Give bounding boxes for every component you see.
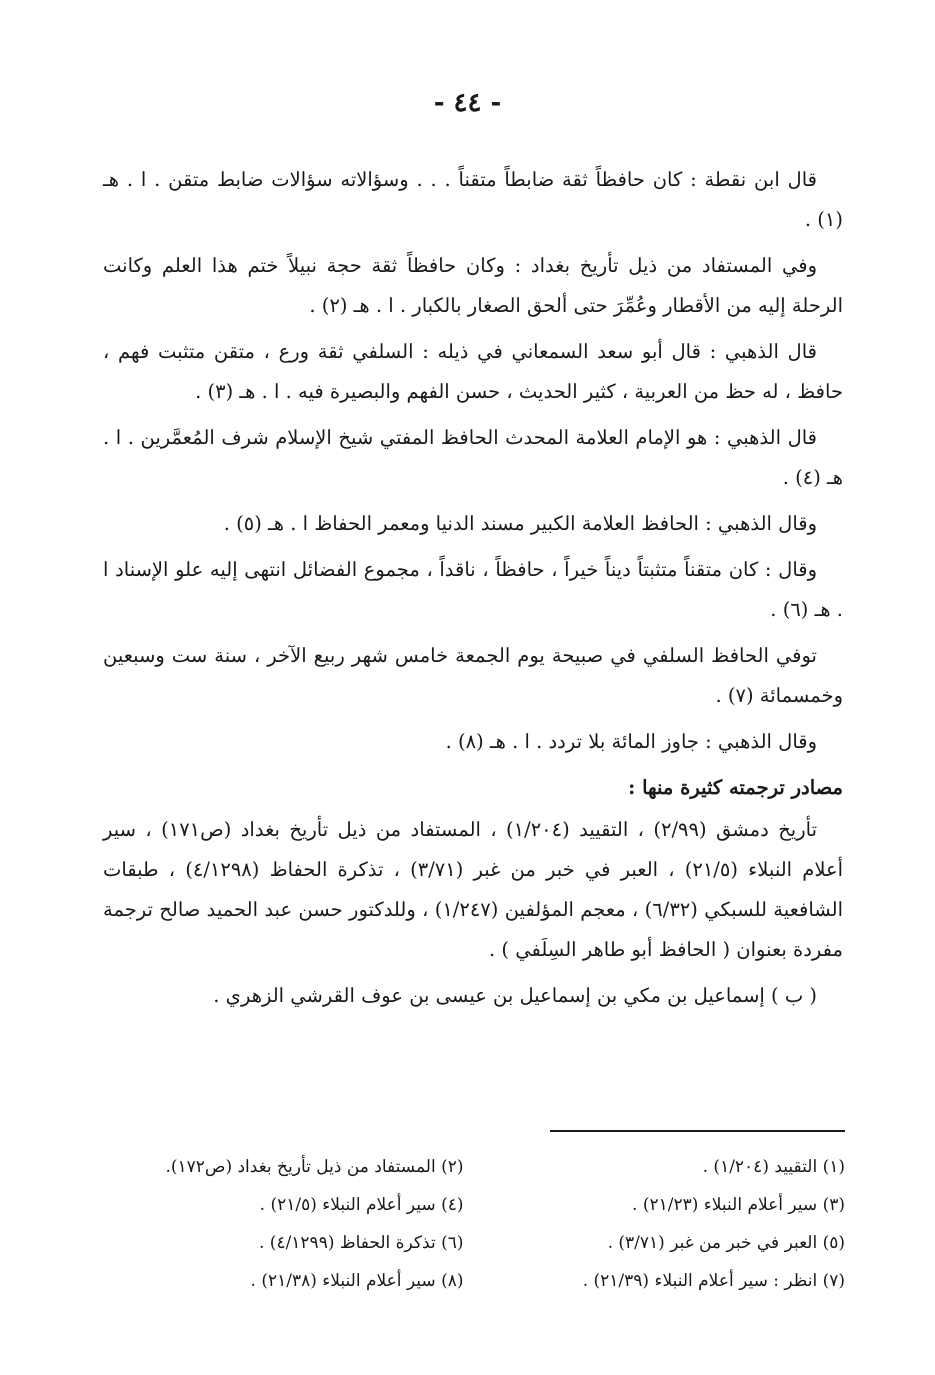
paragraph-age: وقال الذهبي : جاوز المائة بلا تردد . ا . هـ (٨) . xyxy=(445,730,817,753)
page-number: - ٤٤ - xyxy=(433,88,502,118)
footnote-6: (٦) تذكرة الحفاظ (٤/١٢٩٩) . xyxy=(258,1233,464,1253)
footnote-5: (٥) العبر في خبر من غبر (٣/٧١) . xyxy=(607,1233,845,1253)
paragraph-samani: قال الذهبي : قال أبو سعد السمعاني في ذيله : السلفي ثقة ورع ، متقن متثبت فهم ، حافظ ، له حظ من العربية ، كثير الحديث ، حسن الفهم والبصيرة فيه . ا . هـ (٣) . xyxy=(103,340,843,403)
footnote-3: (٣) سير أعلام النبلاء (٢١/٢٣) . xyxy=(632,1195,845,1215)
footnote-2: (٢) المستفاد من ذيل تأريخ بغداد (ص١٧٢). xyxy=(165,1157,464,1177)
sources-heading: مصادر ترجمته كثيرة منها : xyxy=(628,776,843,799)
paragraph-dhahabi-imam: قال الذهبي : هو الإمام العلامة المحدث الحافظ المفتي شيخ الإسلام شرف المُعمَّرين . ا . هـ (٤) . xyxy=(103,426,843,489)
main-text xyxy=(103,160,843,1022)
footnote-divider xyxy=(550,1130,845,1132)
footnote-1: (١) التقييد (١/٢٠٤) . xyxy=(702,1157,845,1177)
footnote-8: (٨) سير أعلام النبلاء (٢١/٣٨) . xyxy=(250,1271,464,1291)
paragraph-death: توفي الحافظ السلفي في صبيحة يوم الجمعة خامس شهر ربيع الآخر ، سنة ست وسبعين وخمسمائة (٧) . xyxy=(103,644,843,707)
paragraph-dhahabi-hafiz: وقال الذهبي : الحافظ العلامة الكبير مسند الدنيا ومعمر الحفاظ ا . هـ (٥) . xyxy=(223,512,817,535)
footnote-7: (٧) انظر : سير أعلام النبلاء (٢١/٣٩) . xyxy=(582,1271,845,1291)
entry-b: ( ب ) إسماعيل بن مكي بن إسماعيل بن عيسى بن عوف القرشي الزهري . xyxy=(213,984,817,1007)
sources-list: تأريخ دمشق (٢/٩٩) ، التقييد (١/٢٠٤) ، المستفاد من ذيل تأريخ بغداد (ص١٧١) ، سير أعلام النبلاء (٢١/٥) ، العبر في خبر من غبر (٣/٧١) ، تذكرة الحفاظ (٤/١٢٩٨) ، طبقات الشافعية للسبكي (٦/٣٢) ، معجم المؤلفين (١/٢٤٧) ، وللدكتور حسن عبد الحميد صالح ترجمة مفردة بعنوان ( الحافظ أبو طاهر السِلَفي ) . xyxy=(103,818,844,961)
footnotes xyxy=(100,1148,845,1300)
paragraph-mustafad: وفي المستفاد من ذيل تأريخ بغداد : وكان حافظاً ثقة حجة نبيلاً ختم هذا العلم وكانت الرحلة إليه من الأقطار وعُمِّرَ حتى ألحق الصغار بالكبار . ا . هـ (٢) . xyxy=(103,254,843,317)
paragraph-ibn-nuqta: قال ابن نقطة : كان حافظاً ثقة ضابطاً متقناً . . . وسؤالاته سؤالات ضابط متقن . ا . هـ (١) . xyxy=(103,168,843,231)
footnote-4: (٤) سير أعلام النبلاء (٢١/٥) . xyxy=(259,1195,464,1215)
paragraph-mutqin: وقال : كان متقناً متثبتاً ديناً خيراً ، حافظاً ، ناقداً ، مجموع الفضائل انتهى إليه علو الإسناد ا . هـ (٦) . xyxy=(103,558,843,621)
